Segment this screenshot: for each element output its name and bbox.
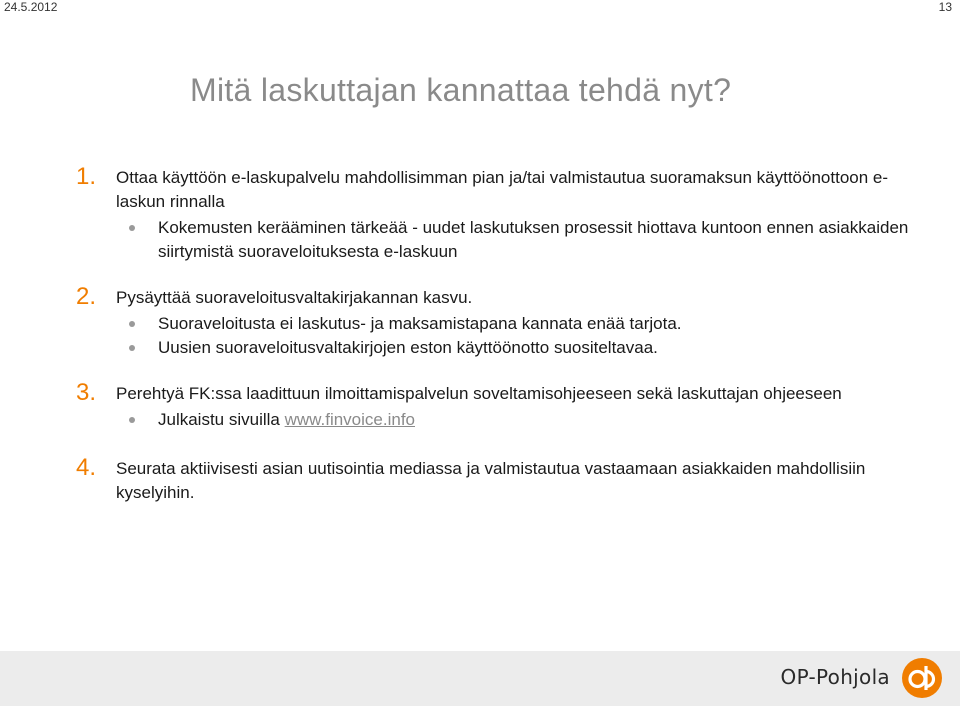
item-text: Pysäyttää suoraveloitusvaltakirjakannan kasvu. <box>116 288 473 307</box>
footer-bar <box>0 651 960 706</box>
list-item-4 <box>76 454 936 505</box>
list-item-1 <box>76 163 936 264</box>
item-number: 3. <box>76 379 97 406</box>
bullet-text: Suoraveloitusta ei laskutus- ja maksamistapana kannata enää tarjota. <box>158 314 682 333</box>
bullet-icon <box>129 225 135 231</box>
bullet-item <box>116 312 936 336</box>
finvoice-link[interactable]: www.finvoice.info <box>284 410 415 429</box>
item-number: 2. <box>76 283 97 310</box>
slide-title: Mitä laskuttajan kannattaa tehdä nyt? <box>190 72 732 108</box>
bullet-text: Uusien suoraveloitusvaltakirjojen eston käyttöönotto suositeltavaa. <box>158 338 658 357</box>
page-number: 13 <box>938 0 952 14</box>
bullet-icon <box>129 321 135 327</box>
list-item-2 <box>76 283 936 360</box>
bullet-list <box>116 408 936 432</box>
bullet-item <box>116 216 936 264</box>
brand-name: OP-Pohjola <box>780 665 890 689</box>
item-number: 1. <box>76 163 97 190</box>
bullet-icon <box>129 417 135 423</box>
bullet-text: Kokemusten kerääminen tärkeää - uudet laskutuksen prosessit hiottava kuntoon ennen asiakkaiden siirtymistä suoraveloituksesta e-laskuun <box>158 218 909 261</box>
item-text: Ottaa käyttöön e-laskupalvelu mahdollisimman pian ja/tai valmistautua suoramaksun käyttöönottoon e-laskun rinnalla <box>116 168 889 211</box>
bullet-item <box>116 408 936 432</box>
bullet-text: Julkaistu sivuilla <box>158 410 285 429</box>
bullet-list <box>116 216 936 264</box>
slide-date: 24.5.2012 <box>4 0 58 14</box>
op-logo-icon <box>902 658 942 698</box>
item-text: Seurata aktiivisesti asian uutisointia mediassa ja valmistautua vastaamaan asiakkaiden mahdollisiin kyselyihin. <box>116 459 866 502</box>
bullet-icon <box>129 345 135 351</box>
list-item-3 <box>76 379 936 432</box>
bullet-item <box>116 336 936 360</box>
bullet-list <box>116 312 936 360</box>
slide-content <box>76 163 936 521</box>
item-number: 4. <box>76 454 97 481</box>
item-text: Perehtyä FK:ssa laadittuun ilmoittamispalvelun soveltamisohjeeseen sekä laskuttajan ohjeeseen <box>116 384 842 403</box>
